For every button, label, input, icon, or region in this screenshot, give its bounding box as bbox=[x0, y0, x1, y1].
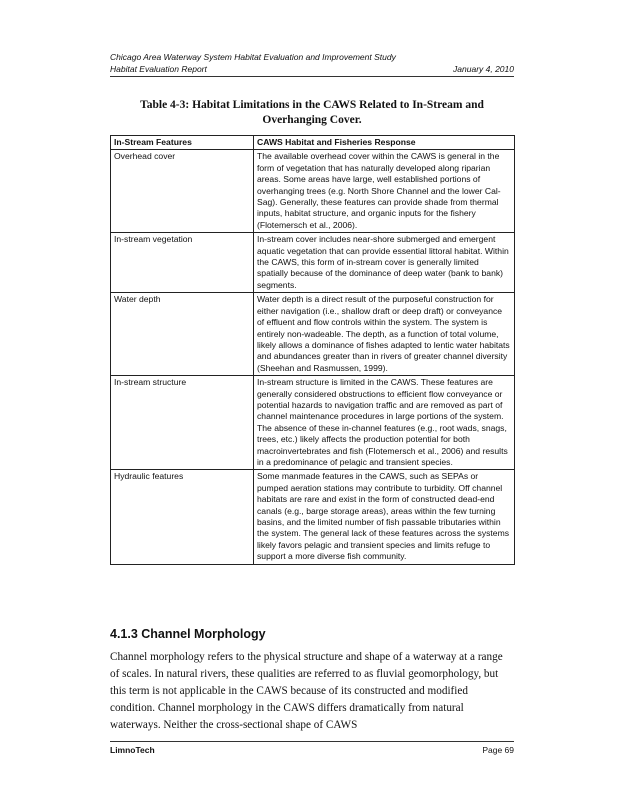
column-header-features: In-Stream Features bbox=[111, 136, 254, 150]
section-heading: 4.1.3 Channel Morphology bbox=[110, 627, 266, 641]
section-paragraph: Channel morphology refers to the physical structure and shape of a waterway at a range of scales. In natural rivers, these qualities are referred to as fluvial geomorphology, but this term is not applicable in the CAWS because of its constructed and modified condition. Channel morphology in the CAWS differs dramatically from natural waterways. Neither the cross-sectional shape of CAWS bbox=[110, 651, 503, 732]
footer-organization: LimnoTech bbox=[110, 745, 155, 755]
feature-cell: In-stream structure bbox=[111, 376, 254, 470]
table-caption-line-2: Overhanging Cover. bbox=[262, 114, 362, 126]
running-header-report-name: Habitat Evaluation Report bbox=[110, 64, 207, 74]
table-row bbox=[111, 233, 515, 293]
table-row bbox=[111, 470, 515, 564]
column-header-response: CAWS Habitat and Fisheries Response bbox=[254, 136, 515, 150]
feature-cell: Water depth bbox=[111, 293, 254, 376]
table-row bbox=[111, 293, 515, 376]
footer-page-number: Page 69 bbox=[482, 745, 514, 755]
response-cell: Some manmade features in the CAWS, such as SEPAs or pumped aeration stations may contribute to turbidity. Off channel habitats are rare and exist in the form of constructed dead-end canals (e.g., barge storage areas), areas within the few turning basins, and the limited number of fish passable tributaries within the system. The general lack of these features across the systems likely favors pelagic and transient species and limits refuge to support a more diverse fish community. bbox=[254, 470, 515, 564]
table-caption-line-1: Table 4-3: Habitat Limitations in the CAWS Related to In-Stream and bbox=[140, 99, 484, 111]
feature-cell: Overhead cover bbox=[111, 150, 254, 233]
running-header-date: January 4, 2010 bbox=[453, 64, 514, 74]
feature-cell: Hydraulic features bbox=[111, 470, 254, 564]
running-header-subtitle-row bbox=[110, 64, 514, 74]
table-header-row bbox=[111, 136, 515, 150]
feature-cell: In-stream vegetation bbox=[111, 233, 254, 293]
footer-divider bbox=[110, 741, 514, 742]
response-cell: Water depth is a direct result of the purposeful construction for either navigation (i.e., shallow draft or deep draft) or conveyance of effluent and flow controls within the system. The system is entirely non-wadeable. The depth, as a function of total volume, likely allows a dominance of fishes adapted to lentic water habitats and abundances greater than in rivers of greater channel diversity (Sheehan and Rasmussen, 1999). bbox=[254, 293, 515, 376]
response-cell: In-stream cover includes near-shore submerged and emergent aquatic vegetation that can provide essential littoral habitat. Within the CAWS, this form of in-stream cover is generally limited spatially because of the dominance of deep water (bank to bank) segments. bbox=[254, 233, 515, 293]
table-row bbox=[111, 150, 515, 233]
habitat-limitations-table bbox=[110, 135, 515, 565]
table-row bbox=[111, 376, 515, 470]
table-caption bbox=[110, 98, 514, 128]
header-divider bbox=[110, 76, 514, 77]
running-header-title: Chicago Area Waterway System Habitat Evaluation and Improvement Study bbox=[110, 52, 396, 62]
page-footer bbox=[110, 745, 514, 755]
response-cell: The available overhead cover within the CAWS is general in the form of vegetation that has naturally developed along riparian areas. Some areas have large, well established portions of overhanging trees (e.g. North Shore Channel and the lower Cal-Sag). Generally, these features can provide shade from thermal inputs, habitat structure, and organic inputs for the fishery (Flotemersch et al., 2006). bbox=[254, 150, 515, 233]
response-cell: In-stream structure is limited in the CAWS. These features are generally considered obstructions to efficient flow conveyance or potential hazards to navigation traffic and are removed as part of channel maintenance procedures in large portions of the system. The absence of these in-channel features (e.g., root wads, snags, trees, etc.) likely affects the production potential for both macroinvertebrates and fish (Flotemersch et al., 2006) and results in a predominance of pelagic and transient species. bbox=[254, 376, 515, 470]
